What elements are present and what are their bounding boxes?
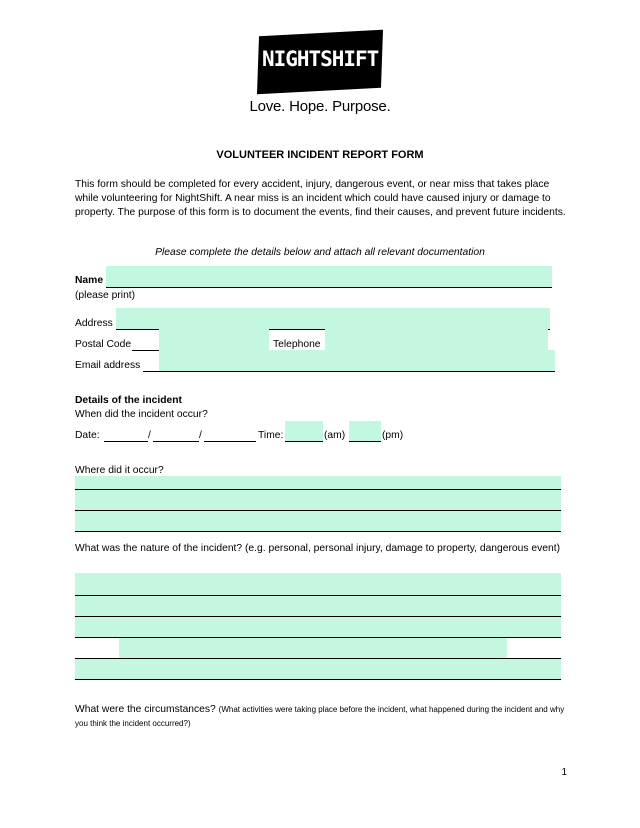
date-day-underline bbox=[104, 441, 148, 442]
name-field[interactable] bbox=[106, 266, 552, 287]
where-field[interactable] bbox=[75, 476, 561, 532]
date-separator-2: / bbox=[199, 430, 202, 441]
email-field[interactable] bbox=[159, 350, 555, 371]
date-month-underline bbox=[153, 441, 199, 442]
date-separator-1: / bbox=[148, 430, 151, 441]
date-year-field[interactable] bbox=[204, 421, 256, 441]
instructions: Please complete the details below and attach all relevant documentation bbox=[155, 247, 485, 258]
time-am-field[interactable] bbox=[285, 421, 323, 441]
page-number: 1 bbox=[561, 767, 567, 778]
circumstances-block bbox=[75, 703, 565, 731]
where-line-2 bbox=[75, 510, 561, 511]
pm-label: (pm) bbox=[382, 430, 404, 441]
intro-paragraph: This form should be completed for every accident, injury, dangerous event, or near miss that takes place while volunteering for NightShift. A near miss is an incident which could have caused injury or damage to property. The purpose of this form is to document the events, find their causes, and prevent future incidents. bbox=[75, 179, 566, 218]
nature-field-lower[interactable] bbox=[75, 658, 561, 679]
telephone-label: Telephone bbox=[273, 339, 321, 350]
name-note: (please print) bbox=[75, 290, 136, 301]
name-underline bbox=[106, 287, 552, 288]
circumstances-note: (What activities were taking place before the incident, what happened during the incident and why you think the incident occurred?) bbox=[75, 705, 565, 728]
address-label: Address bbox=[75, 318, 113, 329]
date-year-underline bbox=[204, 441, 256, 442]
nature-line-1 bbox=[75, 595, 561, 596]
nature-field-middle[interactable] bbox=[119, 637, 507, 658]
date-month-field[interactable] bbox=[153, 421, 199, 441]
time-label: Time: bbox=[258, 430, 284, 441]
postal-code-label: Postal Code bbox=[75, 339, 132, 350]
where-line-1 bbox=[75, 489, 561, 490]
date-day-field[interactable] bbox=[104, 421, 148, 441]
form-title: VOLUNTEER INCIDENT REPORT FORM bbox=[216, 149, 424, 161]
am-label: (am) bbox=[324, 430, 346, 441]
telephone-field[interactable] bbox=[325, 329, 548, 350]
postal-code-field[interactable] bbox=[159, 329, 269, 350]
incident-heading: Details of the incident bbox=[75, 395, 182, 406]
circumstances-question: What were the circumstances? bbox=[75, 704, 216, 715]
date-label: Date: bbox=[75, 430, 100, 441]
tagline: Love. Hope. Purpose. bbox=[249, 98, 391, 115]
nightshift-logo bbox=[257, 30, 383, 94]
email-underline bbox=[143, 371, 555, 372]
address-field[interactable] bbox=[116, 308, 550, 329]
where-line-3 bbox=[75, 531, 561, 532]
email-label: Email address bbox=[75, 360, 141, 371]
nature-line-3 bbox=[75, 637, 561, 638]
nature-field-upper[interactable] bbox=[75, 573, 561, 637]
time-pm-underline bbox=[349, 441, 381, 442]
nature-question: What was the nature of the incident? (e.g. personal, personal injury, damage to property, dangerous event) bbox=[75, 543, 560, 554]
nature-line-4 bbox=[75, 658, 561, 659]
where-question: Where did it occur? bbox=[75, 465, 164, 476]
time-am-underline bbox=[285, 441, 323, 442]
nature-line-5 bbox=[75, 679, 561, 680]
nature-line-2 bbox=[75, 616, 561, 617]
logo-text: NIGHTSHIFT bbox=[261, 47, 379, 71]
when-question: When did the incident occur? bbox=[75, 409, 208, 420]
name-label: Name bbox=[75, 275, 104, 286]
time-pm-field[interactable] bbox=[349, 421, 381, 441]
